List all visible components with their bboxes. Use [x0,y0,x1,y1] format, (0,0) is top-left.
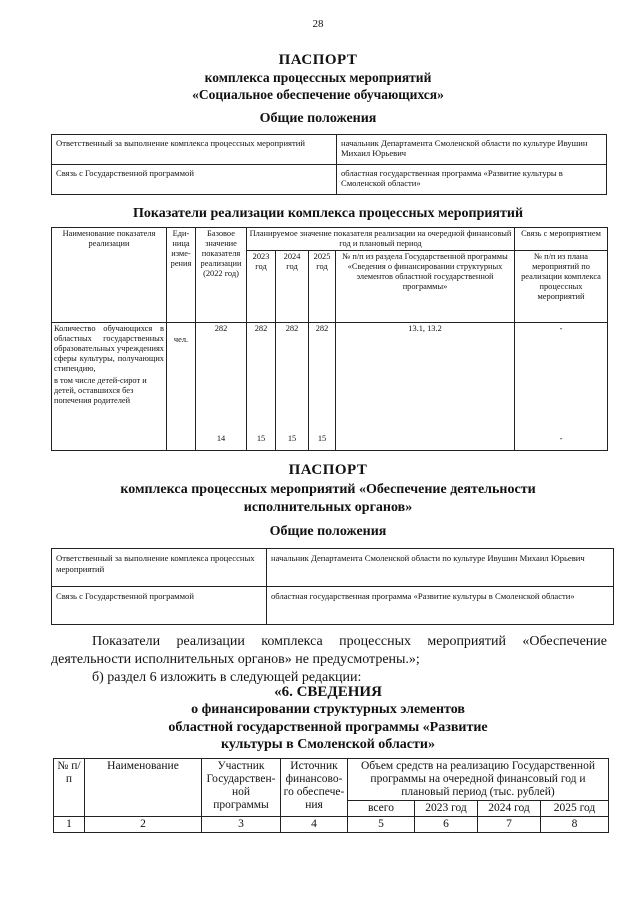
ind-2024-1: 282 [285,324,299,333]
ind-h-section: № п/п из раздела Государственной программы «Сведения о финансировании структурных элементов областной государственной программы» [336,251,515,323]
ind-row-name-part1: Количество обучающихся в областных государственных образовательных учреждениях сферы культуры, получающих стипендию, [54,324,164,373]
ind-row-name-part2: в том числе детей-сирот и детей, оставшихся без попечения родителей [54,376,147,405]
ind-h-2024: 2024 год [276,251,309,323]
ind-2024-2: 15 [287,434,297,443]
ind-base-2: 14 [216,434,226,443]
ind-row-2025 [309,323,336,451]
fin-col-num-4: 4 [281,817,348,833]
passport2-title: ПАСПОРТ [288,462,368,478]
section6-line3: областной государственной программы «Развитие [168,720,488,735]
ind-plan-2: - [559,434,563,443]
passport1-general-table [51,134,607,195]
p1-link-label: Связь с Государственной программой [52,165,337,195]
ind-h-unit: Еди-ница изме-рения [167,228,196,323]
fin-h-2023: 2023 год [415,801,478,817]
ind-row-unit: чел. [167,323,196,451]
ind-2025-2: 15 [317,434,327,443]
section6-line2: о финансировании структурных элементов [191,702,465,717]
financing-table [53,758,609,833]
section6-line4: культуры в Смоленской области» [221,737,435,752]
ind-h-2023: 2023 год [247,251,276,323]
ind-h-base: Базовое значение показателя реализации (2022 год) [196,228,247,323]
ind-row-2023 [247,323,276,451]
passport2-subtitle-2: исполнительных органов» [243,500,413,515]
fin-col-num-7: 7 [478,817,541,833]
ind-base-1: 282 [214,324,228,333]
ind-row-2024 [276,323,309,451]
fin-h-num: № п/п [54,759,85,817]
body-para1-line1: Показатели реализации комплекса процессных мероприятий «Обеспечение [92,634,607,649]
fin-h-2025: 2025 год [541,801,609,817]
ind-row-section: 13.1, 13.2 [336,323,515,451]
fin-col-num-8: 8 [541,817,609,833]
ind-2023-1: 282 [254,324,268,333]
body-para1-line2: деятельности исполнительных органов» не предусмотрены.»; [51,652,420,667]
passport1-subtitle-2: «Социальное обеспечение обучающихся» [192,87,444,102]
ind-plan-1: - [559,324,563,333]
passport1-subtitle-1: комплекса процессных мероприятий [204,70,432,85]
ind-row-name [52,323,167,451]
fin-col-num-2: 2 [85,817,202,833]
p1-responsible-label: Ответственный за выполнение комплекса процессных мероприятий [52,135,337,165]
fin-col-num-5: 5 [348,817,415,833]
fin-h-participant: Участник Государствен-ной программы [202,759,281,817]
section6-title: «6. СВЕДЕНИЯ [274,684,382,700]
fin-col-num-3: 3 [202,817,281,833]
passport2-general-heading: Общие положения [269,524,387,539]
p1-link-value: областная государственная программа «Развитие культуры в Смоленской области» [337,165,607,195]
p2-link-value: областная государственная программа «Развитие культуры в Смоленской области» [267,587,614,625]
passport1-general-heading: Общие положения [259,111,377,126]
p2-link-label: Связь с Государственной программой [52,587,267,625]
ind-row-base [196,323,247,451]
passport1-title: ПАСПОРТ [278,52,358,68]
fin-col-num-6: 6 [415,817,478,833]
p2-responsible-value: начальник Департамента Смоленской области по культуре Ивушин Михаил Юрьевич [267,549,614,587]
p2-responsible-label: Ответственный за выполнение комплекса процессных мероприятий [52,549,267,587]
ind-2025-1: 282 [315,324,329,333]
fin-h-volume: Объем средств на реализацию Государственной программы на очередной финансовый год и плановый период (тыс. рублей) [348,759,609,801]
ind-row-plan [515,323,608,451]
passport2-general-table [51,548,614,625]
fin-h-source: Источник финансово-го обеспече-ния [281,759,348,817]
passport2-subtitle-1: комплекса процессных мероприятий «Обеспечение деятельности [120,482,536,497]
ind-h-name: Наименование показателя реализации [52,228,167,323]
body-para2: б) раздел 6 изложить в следующей редакции: [92,670,362,685]
ind-2023-2: 15 [256,434,266,443]
page-number: 28 [312,18,324,30]
ind-h-2025: 2025 год [309,251,336,323]
fin-h-total: всего [348,801,415,817]
ind-h-link: Связь с мероприятием [515,228,608,251]
indicators-table [51,227,608,451]
fin-h-name: Наименование [85,759,202,817]
ind-h-plan: № п/п из плана мероприятий по реализации комплекса процессных мероприятий [515,251,608,323]
fin-col-num-1: 1 [54,817,85,833]
passport1-indicators-heading: Показатели реализации комплекса процессных мероприятий [132,206,524,221]
p1-responsible-value: начальник Департамента Смоленской области по культуре Ивушин Михаил Юрьевич [337,135,607,165]
fin-h-2024: 2024 год [478,801,541,817]
ind-h-planned: Планируемое значение показателя реализации на очередной финансовый год и плановый период [247,228,515,251]
